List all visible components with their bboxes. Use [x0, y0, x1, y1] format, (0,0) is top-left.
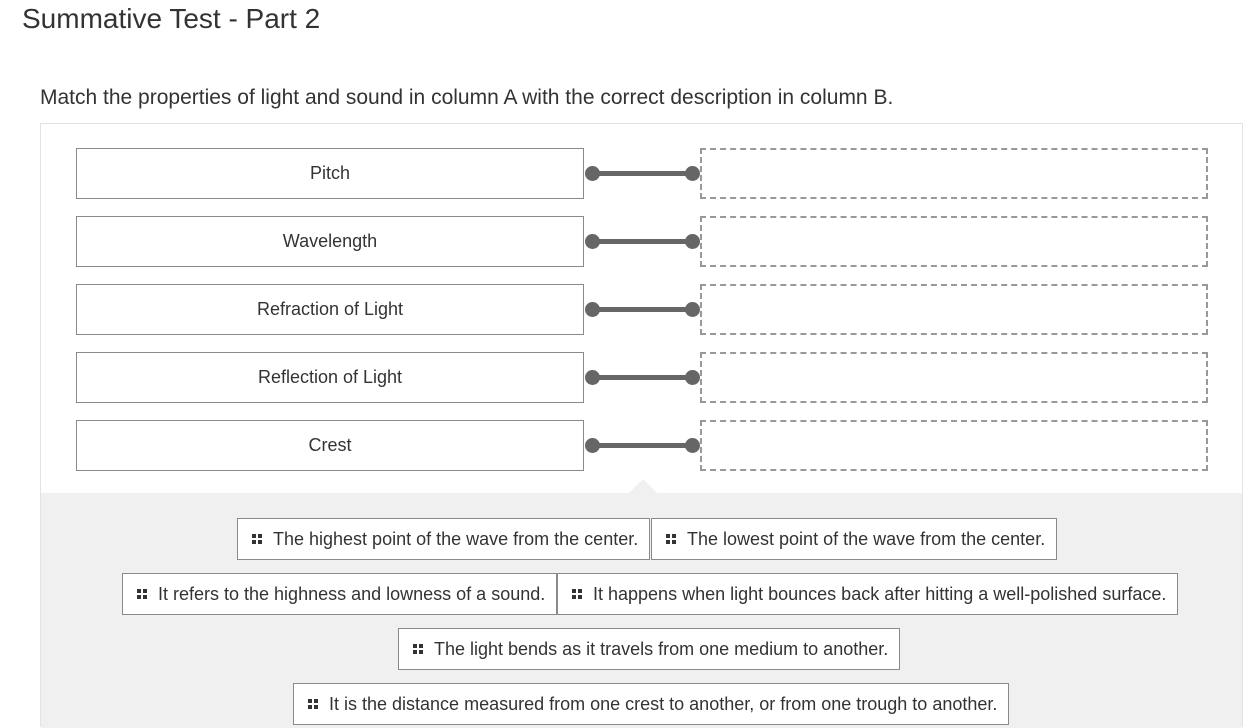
match-row — [41, 148, 1242, 200]
connector-icon — [585, 437, 700, 453]
answer-chip-label: It refers to the highness and lowness of a sound. — [158, 583, 546, 604]
drop-target-reflection-of-light[interactable] — [700, 352, 1208, 403]
question-instructions: Match the properties of light and sound in column A with the correct description in column B. — [40, 86, 894, 109]
drop-target-pitch[interactable] — [700, 148, 1208, 199]
answer-chip-lowest-point[interactable] — [651, 518, 1057, 560]
drop-target-crest[interactable] — [700, 420, 1208, 471]
drag-handle-icon — [308, 699, 318, 709]
connector-icon — [585, 233, 700, 249]
match-row — [41, 352, 1242, 404]
answer-chip-label: It is the distance measured from one crest to another, or from one trough to another. — [329, 693, 998, 714]
drop-target-wavelength[interactable] — [700, 216, 1208, 267]
match-row — [41, 420, 1242, 472]
prompt-crest: Crest — [76, 420, 584, 471]
prompt-pitch: Pitch — [76, 148, 584, 199]
match-row — [41, 216, 1242, 268]
answer-chip-light-bends[interactable] — [398, 628, 900, 670]
connector-icon — [585, 301, 700, 317]
answer-chip-highness-lowness[interactable] — [122, 573, 557, 615]
answer-chip-highest-point[interactable] — [237, 518, 650, 560]
answer-chip-distance-crest[interactable] — [293, 683, 1009, 725]
prompt-reflection-of-light: Reflection of Light — [76, 352, 584, 403]
page-title: Summative Test - Part 2 — [22, 3, 321, 34]
bank-pointer-icon — [629, 479, 657, 493]
matching-panel — [40, 123, 1243, 727]
match-row — [41, 284, 1242, 336]
drag-handle-icon — [137, 589, 147, 599]
answer-bank — [41, 493, 1242, 728]
answer-chip-label: The lowest point of the wave from the center. — [687, 528, 1046, 549]
drag-handle-icon — [252, 534, 262, 544]
answer-chip-bounces-back[interactable] — [557, 573, 1178, 615]
answer-chip-label: It happens when light bounces back after hitting a well-polished surface. — [593, 583, 1167, 604]
prompt-refraction-of-light: Refraction of Light — [76, 284, 584, 335]
prompt-wavelength: Wavelength — [76, 216, 584, 267]
connector-icon — [585, 369, 700, 385]
connector-icon — [585, 165, 700, 181]
drop-target-refraction-of-light[interactable] — [700, 284, 1208, 335]
drag-handle-icon — [572, 589, 582, 599]
drag-handle-icon — [413, 644, 423, 654]
answer-chip-label: The highest point of the wave from the center. — [273, 528, 639, 549]
answer-chip-label: The light bends as it travels from one medium to another. — [434, 638, 889, 659]
drag-handle-icon — [666, 534, 676, 544]
